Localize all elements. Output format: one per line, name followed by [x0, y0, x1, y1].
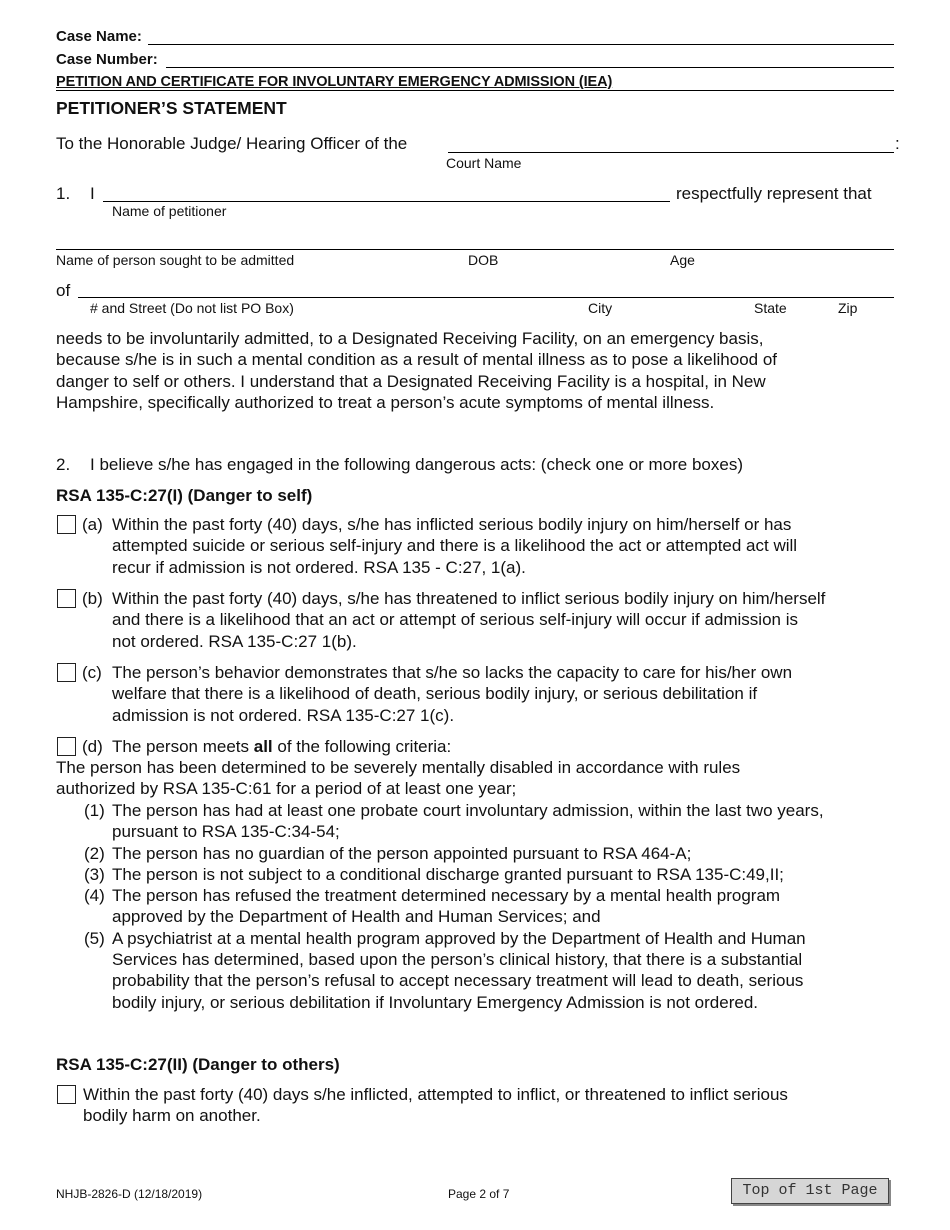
address-field[interactable]	[78, 297, 894, 298]
person-info-field[interactable]	[56, 249, 894, 250]
option-d-intro-line: authorized by RSA 135-C:61 for a period of at least one year;	[56, 779, 517, 799]
option-c-label: (c)	[82, 663, 102, 682]
option-d-checkbox[interactable]	[57, 737, 76, 756]
top-of-first-page-button[interactable]: Top of 1st Page	[731, 1178, 889, 1204]
criterion-line: The person is not subject to a conditional discharge granted pursuant to RSA 135-C:49,II;	[112, 864, 784, 884]
paragraph-line: because s/he is in such a mental condition as a result of mental illness as to pose a likelihood of	[56, 350, 778, 370]
criterion-line: approved by the Department of Health and Human Services; and	[112, 907, 601, 927]
danger-others-checkbox[interactable]	[57, 1085, 76, 1104]
option-b-line: and there is a likelihood that an act or attempt of serious self-injury will occur if admission is	[112, 610, 798, 630]
option-b-line: Within the past forty (40) days, s/he has threatened to inflict serious bodily injury on him/herself	[112, 589, 826, 608]
danger-self-heading: RSA 135-C:27(I) (Danger to self)	[56, 486, 313, 505]
option-d-text-bold: all	[253, 737, 273, 756]
case-number-field[interactable]	[166, 67, 894, 68]
criterion-line: A psychiatrist at a mental health program approved by the Department of Health and Human	[112, 928, 806, 948]
person-caption: Name of person sought to be admitted	[56, 252, 295, 268]
paragraph-line: needs to be involuntarily admitted, to a Designated Receiving Facility, on an emergency basis,	[56, 329, 764, 348]
option-d-label: (d)	[82, 737, 103, 756]
criterion-number: (3)	[84, 864, 105, 884]
criterion-4	[84, 885, 896, 928]
option-a-line: Within the past forty (40) days, s/he has inflicted serious bodily injury on him/herself or has	[112, 515, 792, 534]
item2-number: 2.	[56, 455, 71, 474]
criterion-2	[84, 843, 896, 864]
criterion-5	[84, 928, 896, 1013]
state-caption: State	[754, 300, 787, 316]
option-d-intro-line: The person has been determined to be severely mentally disabled in accordance with rules	[56, 758, 741, 777]
petitioner-caption: Name of petitioner	[112, 203, 227, 219]
item1-i-label: I	[90, 184, 95, 203]
criterion-number: (4)	[84, 886, 105, 906]
title-rule	[56, 90, 894, 91]
option-d-intro	[56, 757, 740, 800]
paragraph-line: Hampshire, specifically authorized to treat a person’s acute symptoms of mental illness.	[56, 392, 715, 412]
criterion-1	[84, 800, 896, 843]
option-a-line: attempted suicide or serious self-injury and there is a likelihood the act or attempted act will	[112, 536, 798, 556]
criterion-line: The person has refused the treatment determined necessary by a mental health program	[112, 886, 781, 906]
case-number-label: Case Number:	[56, 51, 158, 68]
criterion-number: (5)	[84, 928, 105, 948]
option-d-text-after: of the following criteria:	[272, 737, 452, 756]
option-a-label: (a)	[82, 515, 103, 534]
danger-others-text	[83, 1084, 788, 1127]
criterion-number: (2)	[84, 843, 105, 863]
option-b-label: (b)	[82, 589, 103, 608]
option-b-line: not ordered. RSA 135-C:27 1(b).	[112, 631, 357, 651]
option-d	[82, 736, 894, 758]
option-c-line: admission is not ordered. RSA 135-C:27 1(c).	[112, 705, 455, 725]
criterion-line: The person has had at least one probate court involuntary admission, within the last two years,	[112, 801, 824, 820]
item1-number: 1.	[56, 184, 71, 203]
age-caption: Age	[670, 252, 695, 268]
criterion-line: bodily injury, or serious debilitation if Involuntary Emergency Admission is not ordered.	[112, 992, 758, 1012]
criterion-3	[84, 864, 896, 885]
court-name-field[interactable]	[448, 152, 894, 153]
case-name-label: Case Name:	[56, 28, 142, 45]
of-label: of	[56, 281, 71, 300]
option-c-line: welfare that there is a likelihood of death, serious bodily injury, or serious debilitation if	[112, 684, 758, 704]
item2-text: I believe s/he has engaged in the following dangerous acts: (check one or more boxes)	[90, 455, 744, 474]
option-c-line: The person’s behavior demonstrates that s/he so lacks the capacity to care for his/her own	[112, 663, 793, 682]
criteria-list	[84, 800, 896, 1013]
court-colon: :	[895, 134, 900, 153]
street-caption: # and Street (Do not list PO Box)	[90, 300, 294, 316]
criterion-line: Services has determined, based upon the person’s clinical history, that there is a substantial	[112, 950, 803, 970]
page-number: Page 2 of 7	[448, 1187, 510, 1201]
criterion-line: pursuant to RSA 135-C:34-54;	[112, 822, 340, 842]
section-title: PETITIONER’S STATEMENT	[56, 98, 287, 118]
city-caption: City	[588, 300, 613, 316]
form-title: PETITION AND CERTIFICATE FOR INVOLUNTARY EMERGENCY ADMISSION (IEA)	[56, 74, 613, 90]
option-a-checkbox[interactable]	[57, 515, 76, 534]
danger-others-heading: RSA 135-C:27(II) (Danger to others)	[56, 1055, 340, 1074]
form-id: NHJB-2826-D (12/18/2019)	[56, 1187, 203, 1201]
dob-caption: DOB	[468, 252, 499, 268]
court-intro: To the Honorable Judge/ Hearing Officer of the	[56, 134, 408, 153]
option-c-checkbox[interactable]	[57, 663, 76, 682]
criterion-line: probability that the person’s refusal to accept necessary treatment will lead to death, serious	[112, 971, 804, 991]
danger-others-line: Within the past forty (40) days s/he inflicted, attempted to inflict, or threatened to inflict serious	[83, 1085, 788, 1104]
case-name-field[interactable]	[148, 44, 894, 45]
paragraph-line: danger to self or others. I understand that a Designated Receiving Facility is a hospital, in New	[56, 371, 766, 391]
zip-caption: Zip	[838, 300, 858, 316]
item1-paragraph	[56, 328, 777, 413]
criterion-line: The person has no guardian of the person appointed pursuant to RSA 464-A;	[112, 843, 692, 863]
option-b-checkbox[interactable]	[57, 589, 76, 608]
item1-tail: respectfully represent that	[676, 184, 872, 203]
petitioner-name-field[interactable]	[103, 201, 670, 202]
option-a-line: recur if admission is not ordered. RSA 135 - C:27, 1(a).	[112, 557, 526, 577]
court-name-caption: Court Name	[446, 155, 522, 171]
criterion-number: (1)	[84, 801, 105, 820]
option-d-text-before: The person meets	[112, 737, 254, 756]
danger-others-line: bodily harm on another.	[83, 1106, 261, 1126]
